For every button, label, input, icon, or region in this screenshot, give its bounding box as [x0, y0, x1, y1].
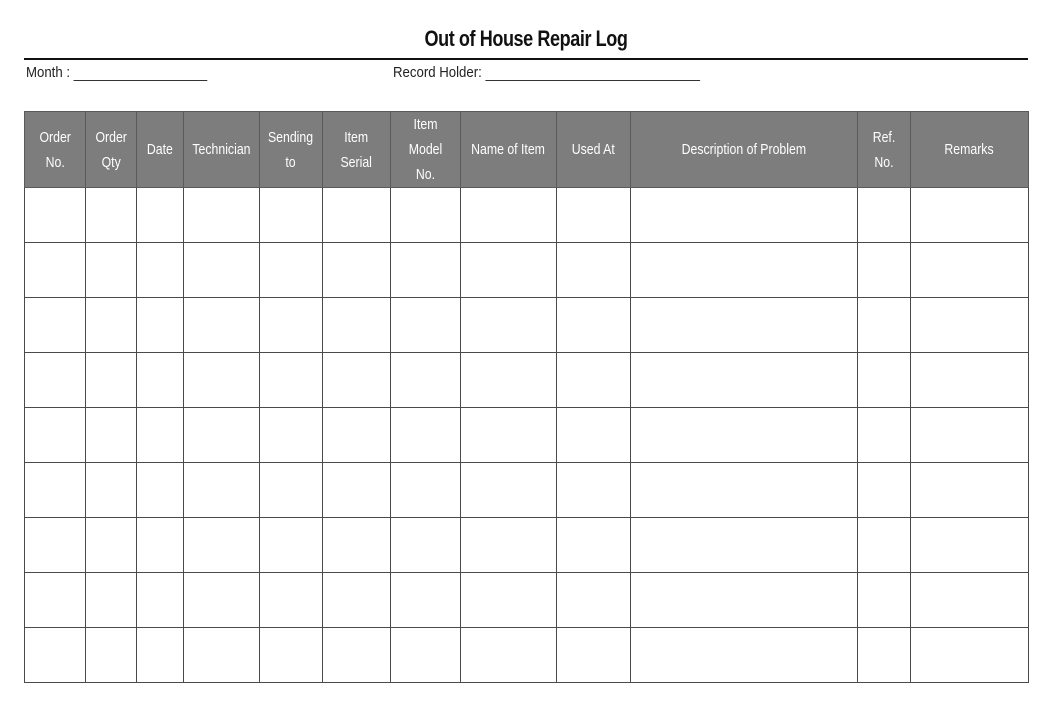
table-cell[interactable]	[86, 188, 137, 243]
table-cell[interactable]	[391, 243, 461, 298]
table-cell[interactable]	[260, 518, 323, 573]
col-header-order-qty-label: Order Qty	[95, 128, 127, 171]
table-cell[interactable]	[391, 573, 461, 628]
table-cell[interactable]	[323, 353, 391, 408]
table-cell[interactable]	[557, 298, 631, 353]
table-cell[interactable]	[557, 463, 631, 518]
table-cell[interactable]	[557, 573, 631, 628]
table-cell[interactable]	[391, 518, 461, 573]
col-header-order-no-label: Order No.	[39, 128, 71, 171]
table-cell[interactable]	[86, 298, 137, 353]
table-cell[interactable]	[25, 408, 86, 463]
table-cell[interactable]	[260, 243, 323, 298]
table-cell[interactable]	[391, 408, 461, 463]
table-cell[interactable]	[25, 463, 86, 518]
col-header-sending-to-label: Sending to	[268, 128, 314, 171]
table-cell[interactable]	[557, 518, 631, 573]
table-row	[25, 188, 1029, 243]
table-cell[interactable]	[911, 188, 1029, 243]
table-cell[interactable]	[858, 243, 911, 298]
table-cell[interactable]	[25, 243, 86, 298]
col-header-ref-no-label: Ref. No.	[872, 128, 896, 171]
col-header-technician-label: Technician	[192, 141, 251, 158]
table-cell[interactable]	[86, 573, 137, 628]
table-cell[interactable]	[631, 353, 858, 408]
table-cell[interactable]	[911, 243, 1029, 298]
table-cell[interactable]	[911, 628, 1029, 683]
col-header-used-at	[557, 112, 631, 188]
table-cell[interactable]	[911, 298, 1029, 353]
table-cell[interactable]	[260, 628, 323, 683]
table-cell[interactable]	[260, 408, 323, 463]
table-cell[interactable]	[184, 408, 260, 463]
table-cell[interactable]	[184, 243, 260, 298]
table-cell[interactable]	[557, 188, 631, 243]
table-cell[interactable]	[323, 188, 391, 243]
table-row	[25, 463, 1029, 518]
col-header-order-no	[25, 112, 86, 188]
table-cell[interactable]	[137, 298, 184, 353]
record-holder-label: Record Holder:	[393, 64, 482, 81]
col-header-sending-to	[260, 112, 323, 188]
table-cell[interactable]	[557, 408, 631, 463]
table-cell[interactable]	[631, 298, 858, 353]
table-cell[interactable]	[323, 573, 391, 628]
table-cell[interactable]	[184, 518, 260, 573]
table-cell[interactable]	[557, 243, 631, 298]
table-cell[interactable]	[86, 408, 137, 463]
table-cell[interactable]	[137, 353, 184, 408]
table-cell[interactable]	[911, 353, 1029, 408]
col-header-name-of-item	[461, 112, 557, 188]
table-cell[interactable]	[260, 463, 323, 518]
table-cell[interactable]	[260, 188, 323, 243]
table-cell[interactable]	[858, 353, 911, 408]
table-cell[interactable]	[184, 628, 260, 683]
table-cell[interactable]	[137, 243, 184, 298]
table-cell[interactable]	[911, 463, 1029, 518]
table-cell[interactable]	[858, 298, 911, 353]
table-cell[interactable]	[557, 353, 631, 408]
table-cell[interactable]	[858, 408, 911, 463]
table-cell[interactable]	[391, 628, 461, 683]
title-divider	[24, 58, 1028, 60]
table-cell[interactable]	[631, 243, 858, 298]
month-blank-line[interactable]	[74, 64, 208, 81]
table-row	[25, 408, 1029, 463]
table-cell[interactable]	[184, 353, 260, 408]
table-cell[interactable]	[461, 628, 557, 683]
table-cell[interactable]	[461, 573, 557, 628]
table-row	[25, 628, 1029, 683]
table-cell[interactable]	[323, 628, 391, 683]
table-cell[interactable]	[391, 298, 461, 353]
table-cell[interactable]	[631, 463, 858, 518]
table-cell[interactable]	[260, 353, 323, 408]
table-cell[interactable]	[86, 628, 137, 683]
table-cell[interactable]	[391, 188, 461, 243]
table-cell[interactable]	[323, 408, 391, 463]
table-cell[interactable]	[631, 573, 858, 628]
table-cell[interactable]	[911, 518, 1029, 573]
table-cell[interactable]	[858, 463, 911, 518]
table-cell[interactable]	[858, 628, 911, 683]
table-cell[interactable]	[137, 463, 184, 518]
table-cell[interactable]	[184, 463, 260, 518]
col-header-remarks	[911, 112, 1029, 188]
table-cell[interactable]	[323, 243, 391, 298]
table-cell[interactable]	[461, 298, 557, 353]
table-row	[25, 243, 1029, 298]
table-cell[interactable]	[137, 188, 184, 243]
col-header-technician	[184, 112, 260, 188]
table-cell[interactable]	[631, 628, 858, 683]
table-header-row	[25, 112, 1029, 188]
table-cell[interactable]	[631, 518, 858, 573]
table-cell[interactable]	[858, 188, 911, 243]
table-cell[interactable]	[631, 188, 858, 243]
col-header-name-of-item-label: Name of Item	[471, 141, 546, 158]
table-row	[25, 573, 1029, 628]
table-cell[interactable]	[461, 243, 557, 298]
table-cell[interactable]	[86, 518, 137, 573]
table-cell[interactable]	[184, 298, 260, 353]
col-header-order-qty	[86, 112, 137, 188]
table-row	[25, 298, 1029, 353]
table-cell[interactable]	[461, 463, 557, 518]
table-row	[25, 353, 1029, 408]
table-cell[interactable]	[86, 243, 137, 298]
table-cell[interactable]	[25, 298, 86, 353]
col-header-description-of-problem	[631, 112, 858, 188]
table-cell[interactable]	[858, 573, 911, 628]
col-header-date-label: Date	[147, 141, 173, 158]
table-cell[interactable]	[391, 463, 461, 518]
table-cell[interactable]	[25, 628, 86, 683]
month-label: Month :	[26, 64, 71, 81]
table-cell[interactable]	[25, 573, 86, 628]
record-holder-field	[393, 64, 700, 81]
table-cell[interactable]	[557, 628, 631, 683]
col-header-item-serial	[323, 112, 391, 188]
table-cell[interactable]	[25, 188, 86, 243]
table-cell[interactable]	[86, 463, 137, 518]
table-cell[interactable]	[137, 408, 184, 463]
table-cell[interactable]	[391, 353, 461, 408]
table-cell[interactable]	[25, 518, 86, 573]
table-cell[interactable]	[631, 408, 858, 463]
page-title: Out of House Repair Log	[424, 26, 628, 51]
col-header-description-of-problem-label: Description of Problem	[681, 141, 807, 158]
table-cell[interactable]	[86, 353, 137, 408]
table-cell[interactable]	[184, 573, 260, 628]
table-cell[interactable]	[323, 298, 391, 353]
table-cell[interactable]	[137, 518, 184, 573]
table-cell[interactable]	[184, 188, 260, 243]
table-cell[interactable]	[323, 463, 391, 518]
col-header-item-serial-label: Item Serial	[340, 128, 373, 171]
table-cell[interactable]	[260, 298, 323, 353]
table-cell[interactable]	[911, 408, 1029, 463]
table-cell[interactable]	[260, 573, 323, 628]
table-cell[interactable]	[461, 188, 557, 243]
table-cell[interactable]	[911, 573, 1029, 628]
col-header-used-at-label: Used At	[571, 141, 616, 158]
table-cell[interactable]	[137, 628, 184, 683]
table-row	[25, 518, 1029, 573]
table-cell[interactable]	[323, 518, 391, 573]
table-cell[interactable]	[461, 518, 557, 573]
col-header-ref-no	[858, 112, 911, 188]
col-header-remarks-label: Remarks	[944, 141, 995, 158]
table-body	[25, 188, 1029, 683]
table-cell[interactable]	[25, 353, 86, 408]
record-holder-blank-line[interactable]	[485, 64, 700, 81]
repair-log-table	[24, 111, 1029, 683]
table-cell[interactable]	[461, 353, 557, 408]
table-cell[interactable]	[137, 573, 184, 628]
col-header-item-model-no-label: Item Model No.	[408, 116, 443, 183]
col-header-date	[137, 112, 184, 188]
table-cell[interactable]	[461, 408, 557, 463]
month-field	[26, 64, 207, 81]
col-header-item-model-no	[391, 112, 461, 188]
table-cell[interactable]	[858, 518, 911, 573]
